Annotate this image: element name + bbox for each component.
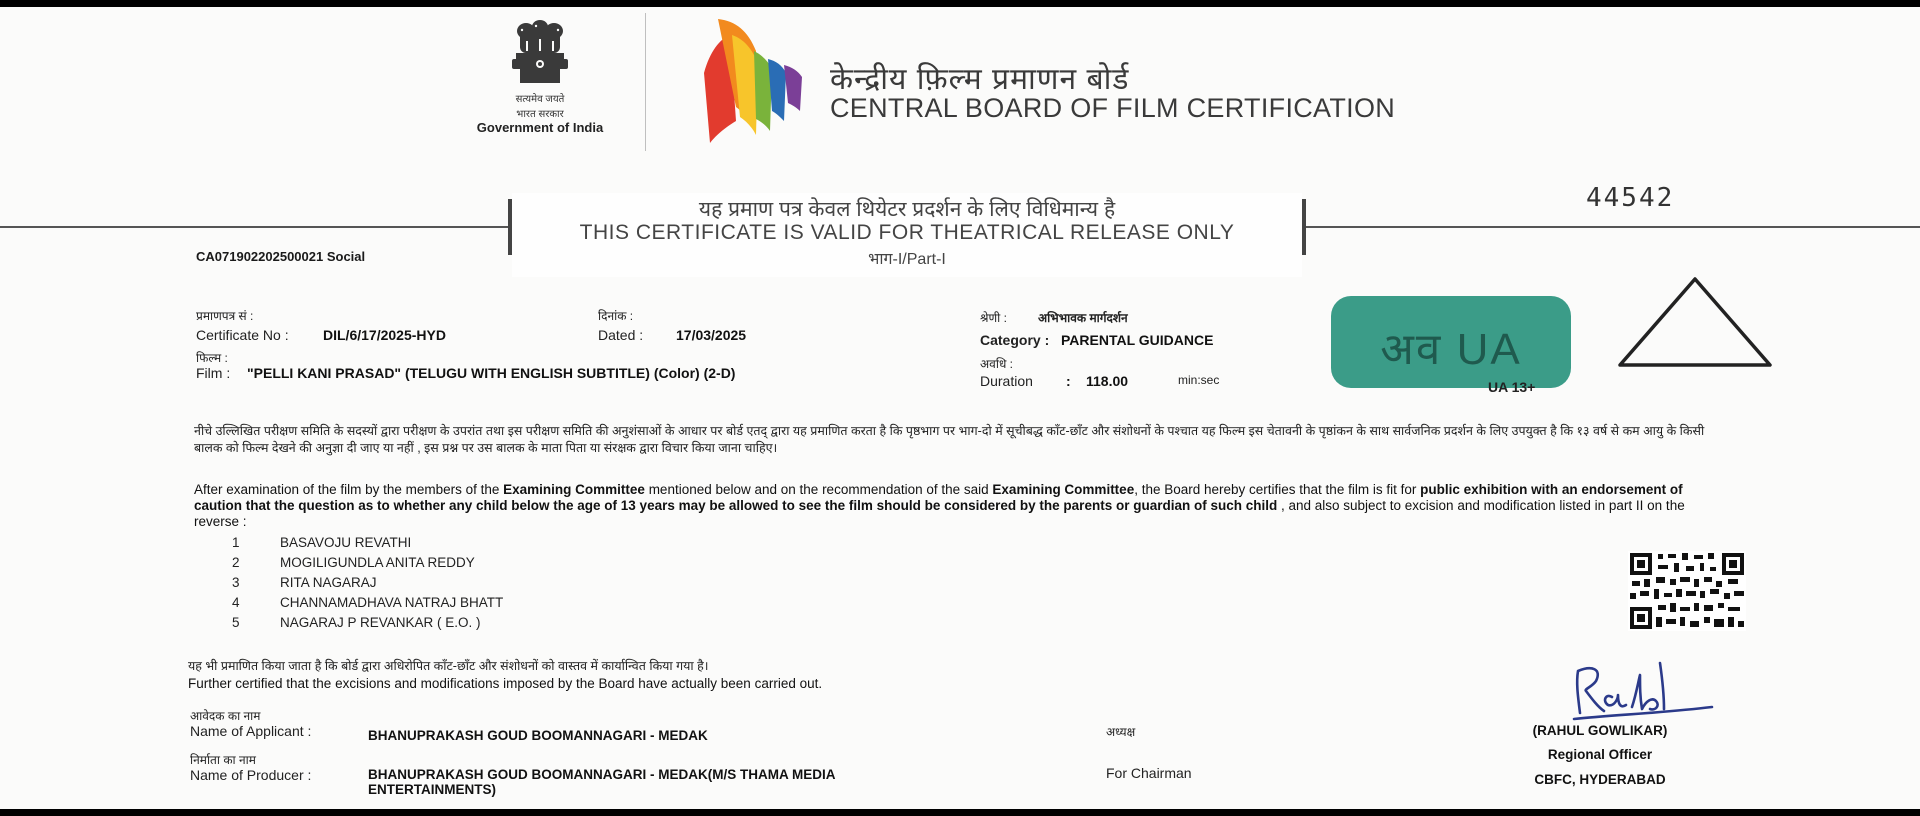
banner-tick-right — [1302, 199, 1306, 255]
certification-text-part-4: , and also subject to excision and modification listed in part II on the reverse : — [194, 498, 1685, 529]
duration-value: 118.00 — [1086, 373, 1129, 389]
banner-rule-left — [0, 226, 512, 228]
validity-text-english: THIS CERTIFICATE IS VALID FOR THEATRICAL RELEASE ONLY — [579, 221, 1235, 244]
film-title: "PELLI KANI PRASAD" (TELUGU WITH ENGLISH SUBTITLE) (Color) (2-D) — [247, 365, 736, 381]
producer-name-line-2: ENTERTAINMENTS) — [368, 782, 496, 797]
board-name-english: CENTRAL BOARD OF FILM CERTIFICATION — [830, 93, 1396, 123]
serial-number: 44542 — [1586, 183, 1675, 213]
category-value: PARENTAL GUIDANCE — [1061, 332, 1214, 348]
category-value-hindi: अभिभावक मार्गदर्शन — [1038, 311, 1128, 325]
cbfc-logo-icon — [696, 11, 812, 147]
board-name-hindi: केन्द्रीय फ़िल्म प्रमाणन बोर्ड — [830, 63, 1130, 96]
emblem-hindi-label: भारत सरकार — [516, 109, 564, 120]
applicant-label-hindi: आवेदक का नाम — [190, 709, 261, 723]
signatory-title: Regional Officer — [1547, 747, 1653, 762]
duration-label: Duration — [980, 373, 1033, 389]
applicant-name: BHANUPRAKASH GOUD BOOMANNAGARI - MEDAK — [368, 728, 708, 743]
warning-triangle-icon — [1616, 275, 1774, 371]
signatory-office: CBFC, HYDERABAD — [1534, 772, 1666, 787]
member-name: BASAVOJU REVATHI — [280, 535, 412, 550]
member-name: NAGARAJ P REVANKAR ( E.O. ) — [280, 615, 481, 630]
member-number: 5 — [232, 615, 240, 630]
national-emblem-icon — [496, 17, 584, 89]
certificate-date: 17/03/2025 — [676, 327, 747, 343]
member-number: 2 — [232, 555, 240, 570]
certificate-number: DIL/6/17/2025-HYD — [323, 327, 446, 343]
film-label-hindi: फिल्म : — [196, 351, 228, 365]
certification-text-hindi: नीचे उल्लिखित परीक्षण समिति के सदस्यों द्वारा परीक्षण के उपरांत तथा इस परीक्षण समिति की अनुशंसाओं के आधार पर बोर्ड एतद् द्वारा यह प्रमाणित करता है कि पृष्ठभाग पर भाग-दो में सूचीबद्ध काँट-छाँट और संशोधनों के पश्चात यह फिल्म इस चेतावनी के पृष्ठांकन के साथ सार्वजनिक प्रदर्शन के लिए उपयुक्त है कि १३ वर्ष से कम आयु के किसी बालक को फिल्म देखने की अनुज्ञा दी जाए या नहीं , इस प्रश्न पर उस बालक के माता पिता या संरक्षक द्वारा विचार किया जाना चाहिए। — [194, 424, 1705, 455]
duration-separator: : — [1066, 373, 1071, 389]
banner-rule-right — [1306, 226, 1920, 228]
certificate-number-label: Certificate No : — [196, 327, 289, 343]
duration-label-hindi: अवधि : — [980, 357, 1013, 371]
header-divider — [645, 13, 646, 151]
further-certified-english: Further certified that the excisions and modifications imposed by the Board have actually been carried out. — [188, 676, 823, 691]
certificate-sheet — [0, 7, 1920, 809]
date-label-hindi: दिनांक : — [598, 309, 634, 323]
producer-label-hindi: निर्माता का नाम — [190, 753, 256, 767]
certification-text-part-3: , the Board hereby certifies that the film is fit for — [1134, 482, 1421, 497]
date-label: Dated : — [598, 327, 644, 343]
certificate-number-label-hindi: प्रमाणपत्र सं : — [196, 309, 254, 323]
caution-endorsement: public exhibition with an endorsement of caution that the question as to whether any child below the age of 13 years may be allowed to see the film should be considered by the parents or guardian of such child — [194, 482, 1683, 513]
certification-text-part-1: After examination of the film by the members of the — [194, 482, 504, 497]
member-name: MOGILIGUNDLA ANITA REDDY — [280, 555, 475, 570]
government-label: Government of India — [476, 120, 604, 135]
category-label: Category : — [980, 332, 1050, 348]
validity-text-hindi: यह प्रमाण पत्र केवल थियेटर प्रदर्शन के लिए विधिमान्य है — [698, 198, 1116, 221]
certification-text-part-2: mentioned below and on the recommendation of the said — [644, 482, 993, 497]
applicant-label: Name of Applicant : — [190, 723, 312, 739]
chairman-label-hindi: अध्यक्ष — [1106, 725, 1136, 739]
certificate-reference: CA071902202500021 Social — [196, 249, 366, 264]
rating-age: UA 13+ — [1488, 379, 1536, 395]
part-label: भाग-I/Part-I — [868, 251, 946, 268]
further-certified-hindi: यह भी प्रमाणित किया जाता है कि बोर्ड द्वारा अधिरोपित काँट-छाँट और संशोधनों को वास्तव में कार्यान्वित किया गया है। — [188, 659, 709, 673]
examining-committee-label: Examining Committee — [992, 482, 1135, 497]
category-label-hindi: श्रेणी : — [980, 311, 1007, 325]
examining-committee-label: Examining Committee — [503, 482, 645, 497]
member-number: 3 — [232, 575, 240, 590]
duration-unit: min:sec — [1178, 373, 1220, 387]
emblem-motto: सत्यमेव जयते — [515, 94, 565, 105]
producer-label: Name of Producer : — [190, 767, 312, 783]
member-name: RITA NAGARAJ — [280, 575, 377, 590]
rating-text: अव UA — [1380, 325, 1522, 374]
for-chairman-label: For Chairman — [1106, 765, 1192, 781]
member-number: 1 — [232, 535, 240, 550]
certification-text-english — [194, 482, 1724, 530]
qr-code-icon — [1628, 551, 1746, 631]
member-number: 4 — [232, 595, 240, 610]
producer-name-line-1: BHANUPRAKASH GOUD BOOMANNAGARI - MEDAK(M/S THAMA MEDIA — [368, 767, 836, 782]
film-label: Film : — [196, 365, 231, 381]
signature-icon — [1552, 657, 1722, 727]
signatory-name: (RAHUL GOWLIKAR) — [1532, 723, 1668, 738]
member-name: CHANNAMADHAVA NATRAJ BHATT — [280, 595, 504, 610]
